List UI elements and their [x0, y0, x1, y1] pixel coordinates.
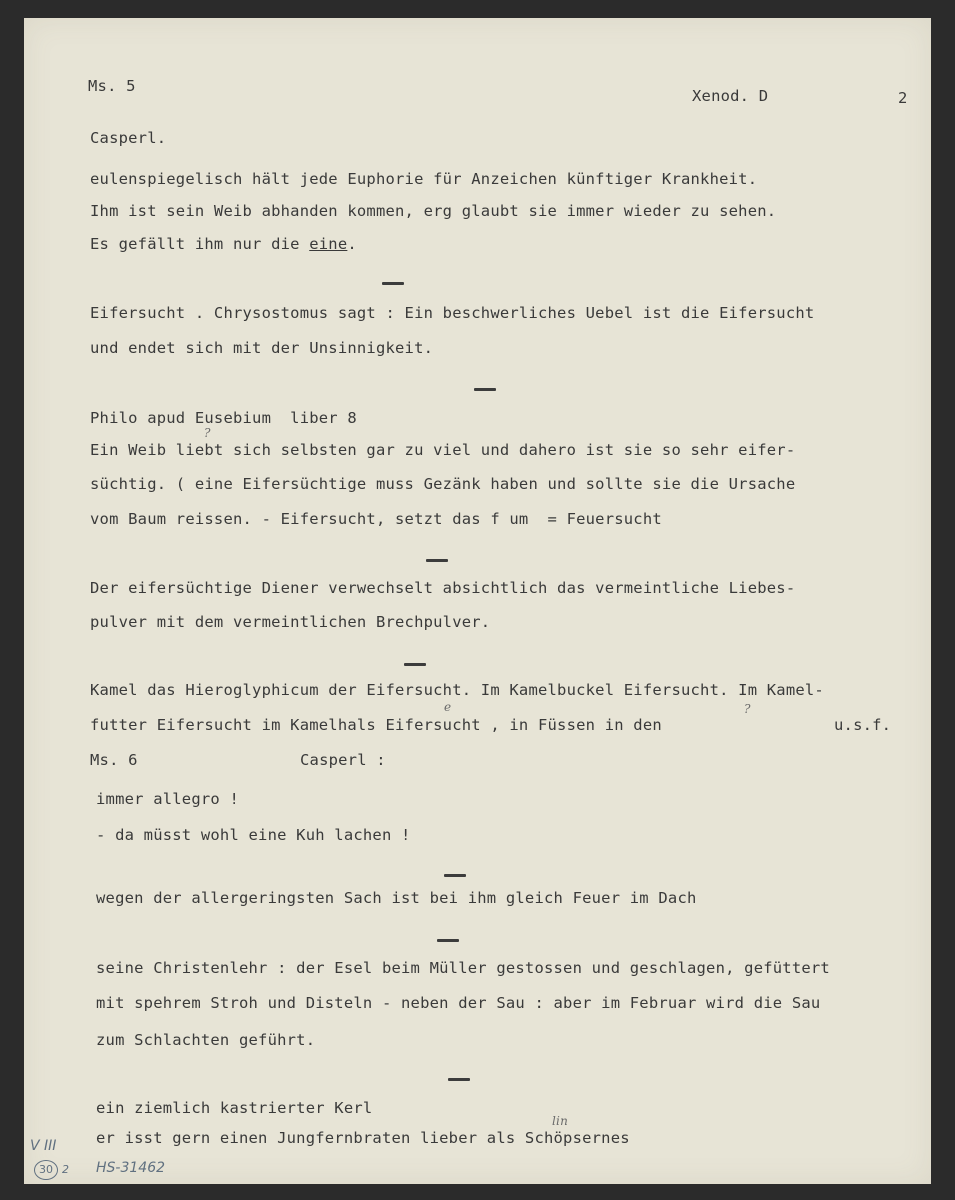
text-line: immer allegro !: [96, 790, 239, 808]
text-line: u.s.f.: [834, 716, 892, 734]
text-line: seine Christenlehr : der Esel beim Müller gestossen und geschlagen, gefüttert: [96, 959, 830, 977]
text-line: wegen der allergeringsten Sach ist bei ihm gleich Feuer im Dach: [96, 889, 697, 907]
text-line: süchtig. ( eine Eifersüchtige muss Gezänk haben und sollte sie die Ursache: [90, 475, 796, 493]
header-section-label: Xenod. D: [692, 87, 769, 105]
text-line: ein ziemlich kastrierter Kerl: [96, 1099, 373, 1117]
text-line: Der eifersüchtige Diener verwechselt absichtlich das vermeintliche Liebes-: [90, 579, 796, 597]
section-divider: [448, 1078, 470, 1081]
section-divider: [426, 559, 448, 562]
text-line: zum Schlachten geführt.: [96, 1031, 316, 1049]
section-title: Casperl :: [300, 751, 386, 769]
section-divider: [444, 874, 466, 877]
page-number: 2: [898, 89, 908, 107]
text-line: pulver mit dem vermeintlichen Brechpulver.: [90, 613, 491, 631]
manuscript-page: [24, 18, 931, 1184]
archive-signature: HS-31462: [96, 1160, 166, 1176]
text-line: Casperl.: [90, 129, 167, 147]
handwritten-annotation: ?: [744, 702, 751, 716]
text-line: er isst gern einen Jungfernbraten lieber als Schöpsernes: [96, 1129, 630, 1147]
handwritten-annotation: lin: [552, 1114, 569, 1128]
archive-shelf-mark: V III: [30, 1138, 57, 1154]
handwritten-annotation: ?: [204, 426, 211, 440]
text-segment: .: [347, 235, 357, 253]
text-line: [90, 234, 357, 254]
archive-suffix: 2: [62, 1163, 69, 1176]
underlined-word: eine: [309, 235, 348, 253]
handwritten-annotation: e: [444, 700, 452, 714]
text-segment: Es gefällt ihm nur die: [90, 235, 310, 253]
text-line: Ein Weib liebt sich selbsten gar zu viel und dahero ist sie so sehr eifer-: [90, 441, 796, 459]
section-divider: [404, 663, 426, 666]
archive-circle-number: 30: [34, 1160, 58, 1180]
text-line: vom Baum reissen. - Eifersucht, setzt das f um = Feuersucht: [90, 510, 662, 528]
text-line: eulenspiegelisch hält jede Euphorie für Anzeichen künftiger Krankheit.: [90, 170, 758, 188]
text-line: futter Eifersucht im Kamelhals Eifersucht , in Füssen in den: [90, 716, 662, 734]
text-line: und endet sich mit der Unsinnigkeit.: [90, 339, 434, 357]
text-line: Ihm ist sein Weib abhanden kommen, erg glaubt sie immer wieder zu sehen.: [90, 202, 777, 220]
header-ms-label: Ms. 5: [88, 77, 136, 95]
text-line: mit spehrem Stroh und Disteln - neben der Sau : aber im Februar wird die Sau: [96, 994, 821, 1012]
text-line: - da müsst wohl eine Kuh lachen !: [96, 826, 411, 844]
text-line: Kamel das Hieroglyphicum der Eifersucht. Im Kamelbuckel Eifersucht. Im Kamel-: [90, 681, 824, 699]
section-divider: [474, 388, 496, 391]
text-line: Eifersucht . Chrysostomus sagt : Ein beschwerliches Uebel ist die Eifersucht: [90, 304, 815, 322]
text-line: Philo apud Eusebium liber 8: [90, 409, 357, 427]
section-divider: [437, 939, 459, 942]
section-divider: [382, 282, 404, 285]
section-ms-label: Ms. 6: [90, 751, 138, 769]
